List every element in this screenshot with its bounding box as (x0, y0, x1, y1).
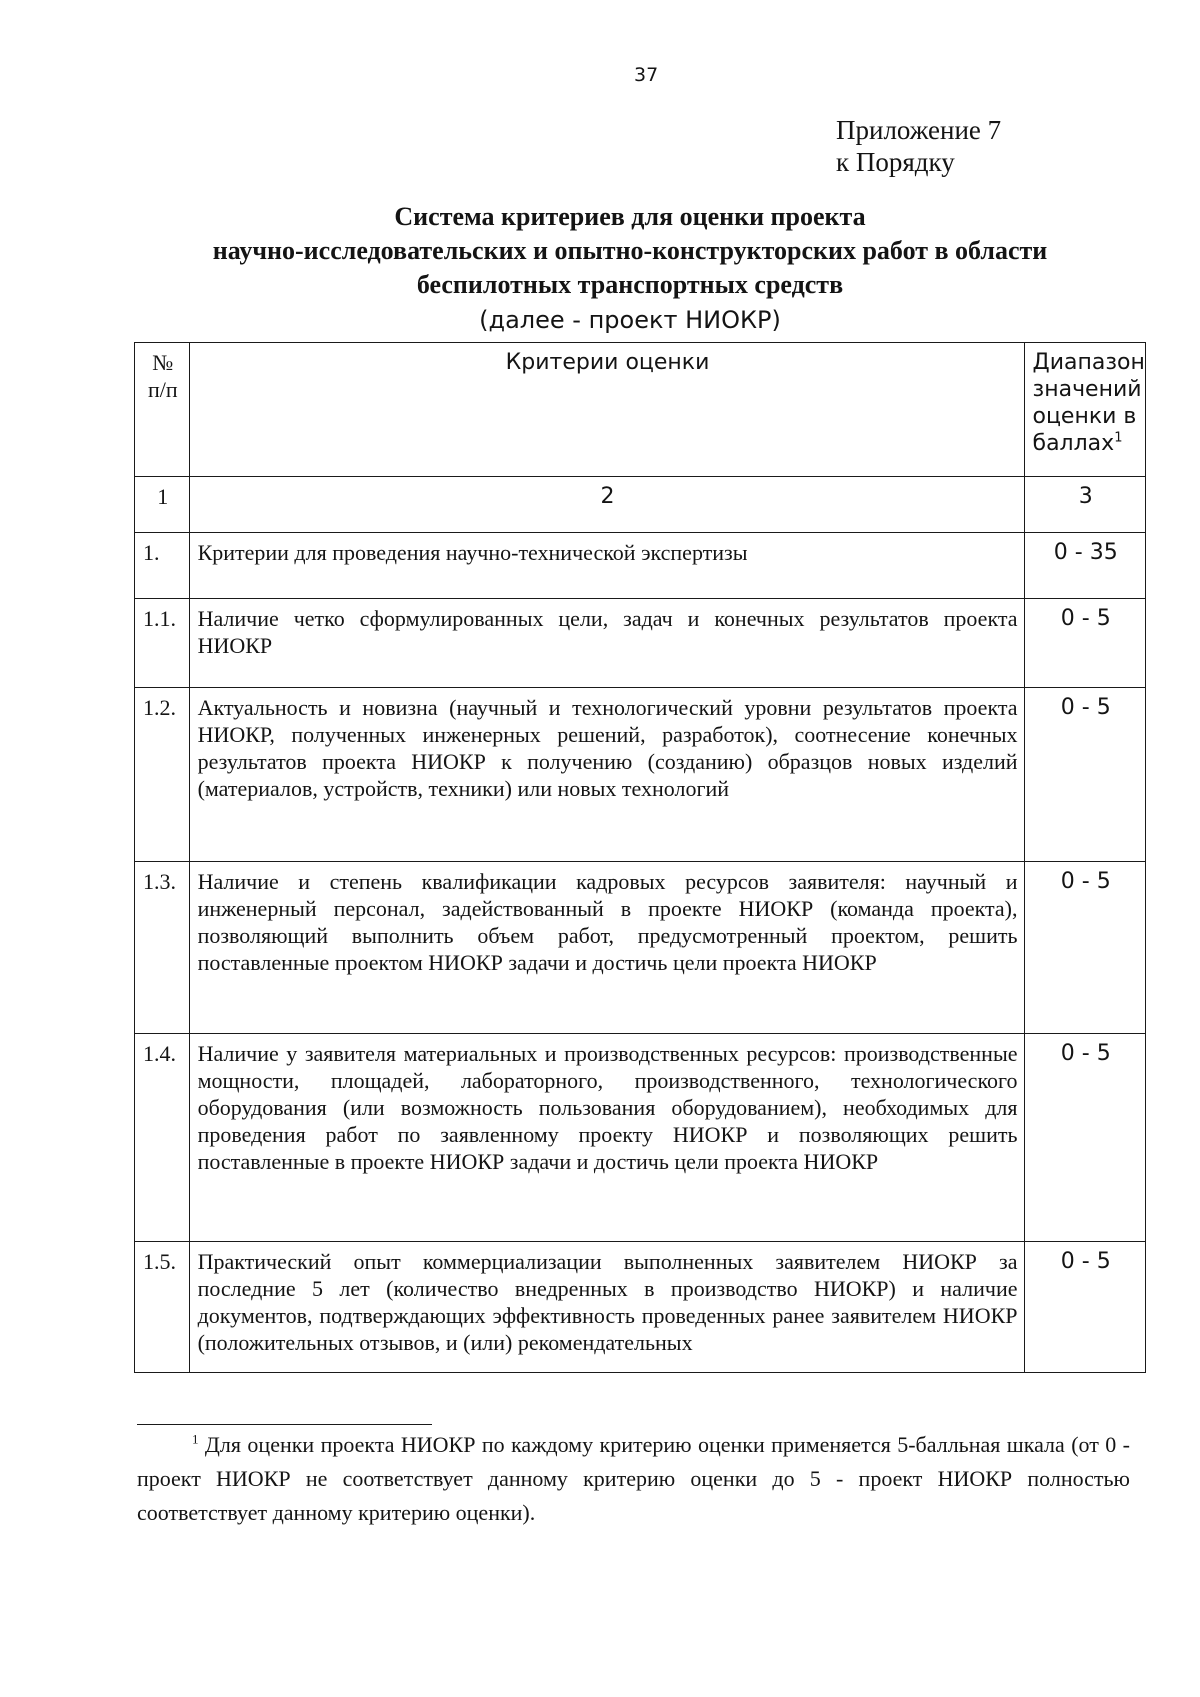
header-score-line-4 (1033, 430, 1140, 457)
row-number: 1.2. (135, 688, 190, 862)
header-number-line-1: № (152, 350, 174, 375)
row-criterion: Наличие четко сформулированных цели, задач и конечных результатов проекта НИОКР (189, 599, 1024, 688)
footnote (137, 1428, 1130, 1530)
header-score-line-2: значений (1032, 377, 1142, 402)
footnote-divider (137, 1424, 432, 1425)
header-score-word: баллах (1032, 431, 1115, 456)
table-row (135, 1242, 1146, 1373)
title-line-1: Система критериев для оценки проекта (394, 202, 866, 231)
table-row (135, 862, 1146, 1034)
footnote-text: Для оценки проекта НИОКР по каждому критерию оценки применяется 5-балльная шкала (от 0 - проект НИОКР не соответствует данному критерию оценки до 5 - проект НИОКР полностью соответствует данному критерию оценки). (137, 1432, 1130, 1525)
row-criterion: Критерии для проведения научно-технической экспертизы (189, 533, 1024, 599)
row-score: 0 - 5 (1024, 1242, 1146, 1373)
row-number: 1.3. (135, 862, 190, 1034)
criteria-table (134, 342, 1146, 1373)
row-score: 0 - 5 (1024, 862, 1146, 1034)
row-criterion: Практический опыт коммерциализации выполненных заявителем НИОКР за последние 5 лет (количество внедренных в производство НИОКР) и наличие документов, подтверждающих эффективность проведенных ранее заявителем НИОКР (положительных отзывов, и (или) рекомендательных (189, 1242, 1024, 1373)
footnote-reference: 1 (1114, 430, 1123, 446)
row-number: 1. (135, 533, 190, 599)
appendix-line-1: Приложение 7 (836, 115, 1002, 145)
row-criterion: Наличие и степень квалификации кадровых ресурсов заявителя: научный и инженерный персонал, задействованный в проекте НИОКР (команда проекта), позволяющий выполнить объем работ, предусмотренный проектом, решить поставленные проектом НИОКР задачи и достичь цели проекта НИОКР (189, 862, 1024, 1034)
header-criteria: Критерии оценки (189, 343, 1024, 477)
footnote-mark: 1 (192, 1431, 199, 1447)
table-row (135, 688, 1146, 862)
row-number: 1.1. (135, 599, 190, 688)
row-score: 0 - 35 (1024, 533, 1146, 599)
row-score: 0 - 5 (1024, 599, 1146, 688)
row-score: 0 - 5 (1024, 1034, 1146, 1242)
row-number: 1.5. (135, 1242, 190, 1373)
header-number (135, 343, 190, 477)
column-number-row (135, 477, 1146, 533)
column-number-1: 1 (135, 477, 190, 533)
row-criterion: Наличие у заявителя материальных и производственных ресурсов: производственные мощности, площадей, лабораторного, производственного, технологического оборудования (или возможность пользования оборудованием), необходимых для проведения работ по заявленному проекту НИОКР и позволяющих решить поставленные в проекте НИОКР задачи и достичь цели проекта НИОКР (189, 1034, 1024, 1242)
row-number: 1.4. (135, 1034, 190, 1242)
title-line-3: беспилотных транспортных средств (416, 270, 844, 299)
header-score-line-3: оценки в (1032, 404, 1137, 429)
row-score: 0 - 5 (1024, 688, 1146, 862)
title-line-2: научно-исследовательских и опытно-конструкторских работ в области (212, 236, 1048, 265)
header-number-line-2: п/п (147, 377, 178, 402)
appendix-line-2: к Порядку (836, 147, 955, 177)
document-subtitle: (далее - проект НИОКР) (479, 306, 781, 334)
header-score-range (1024, 343, 1146, 477)
page-number: 37 (634, 64, 659, 86)
row-criterion: Актуальность и новизна (научный и технологический уровни результатов проекта НИОКР, полученных инженерных решений, разработок), соотнесение конечных результатов проекта НИОКР к получению (созданию) образцов новых изделий (материалов, устройств, техники) или новых технологий (189, 688, 1024, 862)
document-title (130, 200, 1130, 302)
appendix-reference (836, 114, 1001, 178)
table-row (135, 599, 1146, 688)
column-number-2: 2 (189, 477, 1024, 533)
header-score-line-1: Диапазон (1032, 350, 1145, 375)
table-row (135, 1034, 1146, 1242)
table-header-row (135, 343, 1146, 477)
table-row (135, 533, 1146, 599)
column-number-3: 3 (1024, 477, 1146, 533)
